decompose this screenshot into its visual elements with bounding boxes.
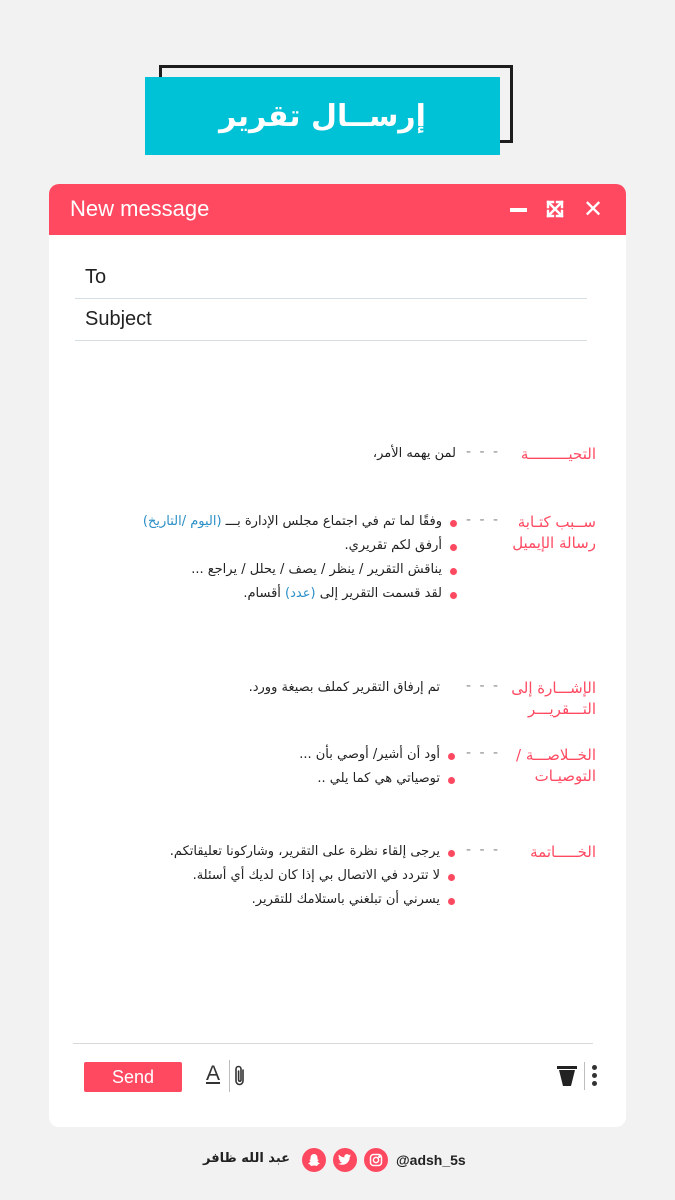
section-label: الخــلاصـــة / التوصيـات [516,746,596,785]
section-body [299,743,456,791]
section-dash: - - - [466,444,501,460]
section-body [249,676,440,700]
to-input[interactable] [116,261,587,293]
snapchat-icon[interactable] [302,1148,326,1172]
body-line: تم إرفاق التقرير كملف بصيغة وورد. [248,680,440,695]
instagram-icon[interactable] [364,1148,388,1172]
text-format-icon[interactable]: A [206,1062,221,1085]
section-label: ســبب كتـابة رسالة الإيميل [512,513,596,552]
window-titlebar [49,184,626,235]
section-label: الخـــــاتمة [530,843,596,861]
placeholder-highlight: (عدد) [285,586,316,601]
compose-window [49,184,626,1127]
body-line: توصياتي هي كما يلي .. [299,767,456,791]
body-line: يرجى إلقاء نظرة على التقرير، وشاركونا تعليقاتكم. [170,840,456,864]
window-title: New message [70,196,210,221]
section-label: الإشـــارة إلى التـــقريـــر [511,679,596,718]
toolbar-separator [584,1062,585,1090]
section-body [170,840,456,912]
author-name: عبد الله ظافر [203,1151,291,1166]
toolbar-separator [229,1060,230,1092]
section-body [143,510,458,606]
to-label: To [85,265,107,288]
paperclip-icon[interactable] [233,1064,247,1092]
footer [0,1146,675,1176]
toolbar-divider [73,1043,593,1044]
placeholder-highlight: (اليوم /التاريخ) [142,514,222,529]
body-line: لا تتردد في الاتصال بي إذا كان لديك أي أسئلة. [170,864,456,888]
social-handle: @adsh_5s [396,1152,466,1168]
more-vertical-icon[interactable] [592,1065,597,1089]
twitter-icon[interactable] [333,1148,357,1172]
body-line: يسرني أن تبلغني باستلامك للتقرير. [170,888,456,912]
body-line: وفقًا لما تم في اجتماع مجلس الإدارة بـــ (اليوم /التاريخ) [143,510,458,534]
body-line: أود أن أشير/ أوصي بأن ... [299,743,456,767]
section-dash: - - - [466,745,501,761]
subject-field[interactable] [75,298,587,341]
to-field[interactable] [75,256,587,299]
page-banner [145,77,500,155]
page-title: إرســال تقرير [219,98,426,134]
subject-input[interactable] [162,303,587,335]
body-line: لمن يهمه الأمر، [372,446,456,461]
section-body [373,442,456,466]
body-line: يناقش التقرير / ينظر / يصف / يحلل / يراجع ... [143,558,458,582]
send-button[interactable]: Send [84,1062,182,1092]
section-label: التحيـــــــــة [520,445,596,463]
expand-icon[interactable] [543,196,567,222]
body-line: لقد قسمت التقرير إلى (عدد) أقسام. [143,582,458,606]
body-line: أرفق لكم تقريري. [143,534,458,558]
subject-label: Subject [85,307,152,330]
section-dash: - - - [466,678,501,694]
close-icon[interactable]: ✕ [582,195,604,223]
minimize-icon[interactable] [506,196,530,222]
section-dash: - - - [466,512,501,528]
trash-icon[interactable] [556,1065,578,1091]
section-dash: - - - [466,842,501,858]
